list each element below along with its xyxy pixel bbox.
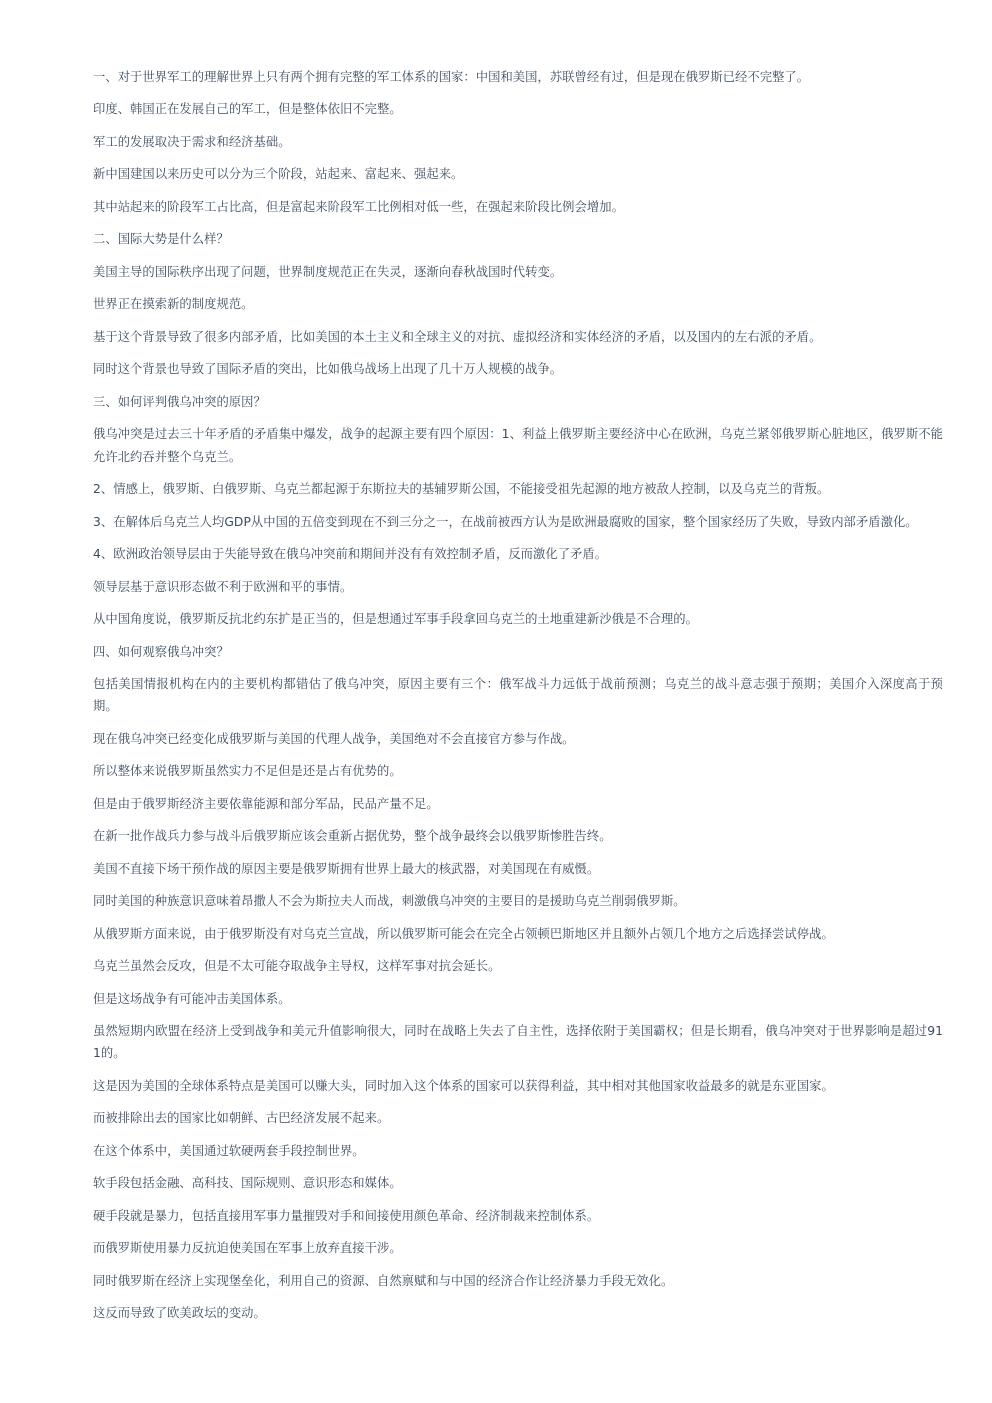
paragraph: 所以整体来说俄罗斯虽然实力不足但是还是占有优势的。 — [93, 764, 402, 779]
paragraph: 现在俄乌冲突已经变化成俄罗斯与美国的代理人战争，美国绝对不会直接官方参与作战。 — [93, 731, 575, 746]
section-heading: 二、国际大势是什么样？ — [93, 232, 229, 247]
paragraph: 软手段包括金融、高科技、国际规则、意识形态和媒体。 — [93, 1176, 402, 1191]
section-heading: 三、如何评判俄乌冲突的原因？ — [93, 394, 266, 409]
paragraph: 印度、韩国正在发展自己的军工，但是整体依旧不完整。 — [93, 102, 402, 117]
paragraph: 俄乌冲突是过去三十年矛盾的矛盾集中爆发，战争的起源主要有四个原因：1、利益上俄罗斯主要经济中心在欧洲，乌克兰紧邻俄罗斯心脏地区，俄罗斯不能允许北约吞并整个乌克兰。 — [93, 427, 943, 464]
paragraph: 基于这个背景导致了很多内部矛盾，比如美国的本土主义和全球主义的对抗、虚拟经济和实体经济的矛盾，以及国内的左右派的矛盾。 — [93, 329, 822, 344]
paragraph: 包括美国情报机构在内的主要机构都错估了俄乌冲突，原因主要有三个：俄军战斗力远低于战前预测；乌克兰的战斗意志强于预期；美国介入深度高于预期。 — [93, 677, 943, 714]
paragraph: 其中站起来的阶段军工占比高，但是富起来阶段军工比例相对低一些，在强起来阶段比例会增加。 — [93, 199, 624, 214]
paragraph: 但是这场战争有可能冲击美国体系。 — [93, 991, 291, 1006]
paragraph: 一、对于世界军工的理解世界上只有两个拥有完整的军工体系的国家：中国和美国，苏联曾经有过，但是现在俄罗斯已经不完整了。 — [93, 70, 810, 84]
paragraph: 乌克兰虽然会反攻，但是不太可能夺取战争主导权，这样军事对抗会延长。 — [93, 959, 501, 974]
paragraph: 而俄罗斯使用暴力反抗迫使美国在军事上放弃直接干涉。 — [93, 1241, 402, 1256]
paragraph: 世界正在摸索新的制度规范。 — [93, 297, 254, 312]
paragraph: 4、欧洲政治领导层由于失能导致在俄乌冲突前和期间并没有有效控制矛盾，反而激化了矛盾。 — [93, 547, 608, 562]
paragraph: 美国主导的国际秩序出现了问题，世界制度规范正在失灵，逐渐向春秋战国时代转变。 — [93, 264, 563, 279]
document-body — [93, 66, 943, 1335]
paragraph: 2、情感上，俄罗斯、白俄罗斯、乌克兰都起源于东斯拉夫的基辅罗斯公国，不能接受祖先起源的地方被敌人控制，以及乌克兰的背叛。 — [93, 482, 830, 497]
paragraph: 硬手段就是暴力，包括直接用军事力量摧毁对手和间接使用颜色革命、经济制裁来控制体系。 — [93, 1208, 600, 1223]
paragraph: 从中国角度说，俄罗斯反抗北约东扩是正当的，但是想通过军事手段拿回乌克兰的土地重建新沙俄是不合理的。 — [93, 612, 698, 627]
paragraph: 而被排除出去的国家比如朝鲜、古巴经济发展不起来。 — [93, 1111, 390, 1126]
paragraph: 军工的发展取决于需求和经济基础。 — [93, 134, 291, 149]
paragraph: 领导层基于意识形态做不利于欧洲和平的事情。 — [93, 579, 353, 594]
paragraph: 这反而导致了欧美政坛的变动。 — [93, 1306, 266, 1321]
paragraph: 这是因为美国的全球体系特点是美国可以赚大头，同时加入这个体系的国家可以获得利益，其中相对其他国家收益最多的就是东亚国家。 — [93, 1078, 834, 1093]
section-heading: 四、如何观察俄乌冲突？ — [93, 644, 229, 659]
paragraph: 同时美国的种族意识意味着昂撒人不会为斯拉夫人而战，刺激俄乌冲突的主要目的是援助乌克兰削弱俄罗斯。 — [93, 894, 686, 909]
paragraph: 3、在解体后乌克兰人均GDP从中国的五倍变到现在不到三分之一，在战前被西方认为是欧洲最腐败的国家，整个国家经历了失败，导致内部矛盾激化。 — [93, 514, 918, 529]
paragraph: 美国不直接下场干预作战的原因主要是俄罗斯拥有世界上最大的核武器，对美国现在有威慑。 — [93, 861, 600, 876]
paragraph: 虽然短期内欧盟在经济上受到战争和美元升值影响很大，同时在战略上失去了自主性，选择依附于美国霸权；但是长期看，俄乌冲突对于世界影响是超过911的。 — [93, 1024, 943, 1061]
paragraph: 在新一批作战兵力参与战斗后俄罗斯应该会重新占据优势，整个战争最终会以俄罗斯惨胜告终。 — [93, 829, 612, 844]
paragraph: 新中国建国以来历史可以分为三个阶段，站起来、富起来、强起来。 — [93, 167, 464, 182]
paragraph: 从俄罗斯方面来说，由于俄罗斯没有对乌克兰宣战，所以俄罗斯可能会在完全占领顿巴斯地区并且额外占领几个地方之后选择尝试停战。 — [93, 926, 834, 941]
paragraph: 同时俄罗斯在经济上实现堡垒化，利用自己的资源、自然禀赋和与中国的经济合作让经济暴力手段无效化。 — [93, 1273, 674, 1288]
paragraph: 但是由于俄罗斯经济主要依靠能源和部分军品，民品产量不足。 — [93, 796, 439, 811]
paragraph: 在这个体系中，美国通过软硬两套手段控制世界。 — [93, 1143, 365, 1158]
paragraph: 同时这个背景也导致了国际矛盾的突出，比如俄乌战场上出现了几十万人规模的战争。 — [93, 362, 563, 377]
